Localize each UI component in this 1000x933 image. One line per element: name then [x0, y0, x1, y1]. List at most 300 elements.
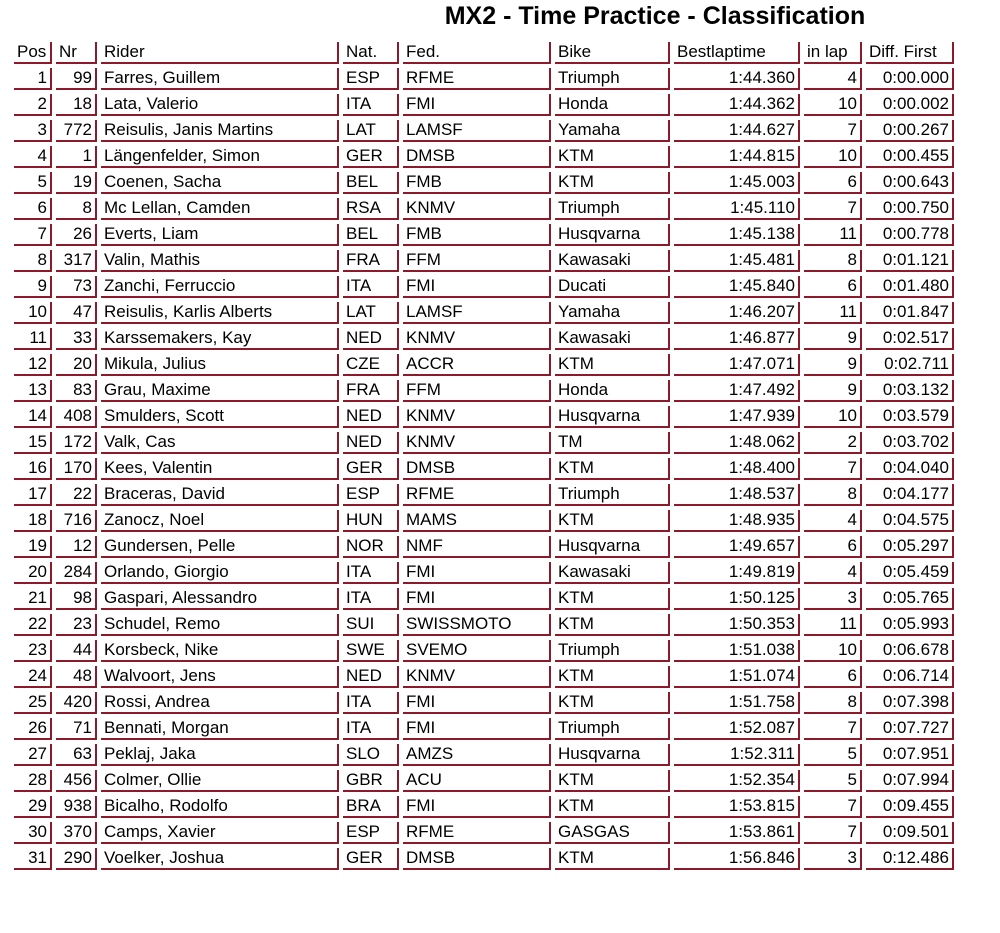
cell-bike: Triumph	[555, 718, 670, 740]
cell-diff-first: 0:04.040	[866, 458, 954, 480]
cell-diff-first: 0:05.765	[866, 588, 954, 610]
cell-fed: FMI	[403, 588, 551, 610]
col-bike: Bike	[555, 42, 670, 64]
col-rider: Rider	[101, 42, 339, 64]
cell-fed: RFME	[403, 822, 551, 844]
cell-diff-first: 0:06.678	[866, 640, 954, 662]
cell-nr: 370	[56, 822, 97, 844]
cell-nat: SLO	[343, 744, 399, 766]
table-row	[14, 666, 954, 688]
cell-bestlaptime: 1:48.935	[674, 510, 800, 532]
cell-rider: Mc Lellan, Camden	[101, 198, 339, 220]
cell-diff-first: 0:03.579	[866, 406, 954, 428]
cell-bike: Kawasaki	[555, 250, 670, 272]
cell-in-lap: 9	[804, 328, 862, 350]
cell-fed: RFME	[403, 68, 551, 90]
cell-bike: Triumph	[555, 68, 670, 90]
cell-nat: GER	[343, 848, 399, 870]
cell-pos: 14	[14, 406, 52, 428]
table-row	[14, 588, 954, 610]
cell-fed: KNMV	[403, 666, 551, 688]
cell-pos: 5	[14, 172, 52, 194]
cell-nat: ESP	[343, 484, 399, 506]
cell-fed: LAMSF	[403, 302, 551, 324]
cell-pos: 22	[14, 614, 52, 636]
cell-rider: Bennati, Morgan	[101, 718, 339, 740]
cell-nr: 48	[56, 666, 97, 688]
cell-diff-first: 0:01.847	[866, 302, 954, 324]
table-row	[14, 692, 954, 714]
cell-nr: 98	[56, 588, 97, 610]
cell-nr: 47	[56, 302, 97, 324]
cell-rider: Smulders, Scott	[101, 406, 339, 428]
cell-in-lap: 3	[804, 588, 862, 610]
cell-nr: 83	[56, 380, 97, 402]
cell-bike: Triumph	[555, 640, 670, 662]
table-row	[14, 120, 954, 142]
cell-fed: MAMS	[403, 510, 551, 532]
cell-nat: RSA	[343, 198, 399, 220]
cell-bike: KTM	[555, 146, 670, 168]
cell-in-lap: 2	[804, 432, 862, 454]
cell-bestlaptime: 1:44.360	[674, 68, 800, 90]
col-pos: Pos	[14, 42, 52, 64]
cell-rider: Camps, Xavier	[101, 822, 339, 844]
cell-bestlaptime: 1:44.815	[674, 146, 800, 168]
cell-bestlaptime: 1:48.062	[674, 432, 800, 454]
cell-nat: GER	[343, 146, 399, 168]
cell-rider: Längenfelder, Simon	[101, 146, 339, 168]
cell-nr: 99	[56, 68, 97, 90]
cell-nr: 716	[56, 510, 97, 532]
classification-table	[10, 38, 958, 874]
cell-in-lap: 10	[804, 406, 862, 428]
cell-fed: AMZS	[403, 744, 551, 766]
cell-rider: Everts, Liam	[101, 224, 339, 246]
cell-bike: Husqvarna	[555, 536, 670, 558]
cell-bike: KTM	[555, 172, 670, 194]
cell-nat: GBR	[343, 770, 399, 792]
cell-diff-first: 0:04.575	[866, 510, 954, 532]
col-nr: Nr	[56, 42, 97, 64]
cell-bike: KTM	[555, 770, 670, 792]
cell-bestlaptime: 1:50.353	[674, 614, 800, 636]
cell-bike: GASGAS	[555, 822, 670, 844]
cell-bestlaptime: 1:48.537	[674, 484, 800, 506]
cell-nat: ITA	[343, 692, 399, 714]
cell-rider: Zanchi, Ferruccio	[101, 276, 339, 298]
cell-rider: Schudel, Remo	[101, 614, 339, 636]
cell-pos: 13	[14, 380, 52, 402]
cell-bike: TM	[555, 432, 670, 454]
cell-fed: SWISSMOTO	[403, 614, 551, 636]
cell-in-lap: 6	[804, 276, 862, 298]
cell-bestlaptime: 1:53.815	[674, 796, 800, 818]
cell-pos: 31	[14, 848, 52, 870]
cell-diff-first: 0:09.501	[866, 822, 954, 844]
cell-bike: Yamaha	[555, 120, 670, 142]
cell-diff-first: 0:00.455	[866, 146, 954, 168]
cell-nr: 8	[56, 198, 97, 220]
cell-bike: Ducati	[555, 276, 670, 298]
cell-in-lap: 5	[804, 744, 862, 766]
cell-bestlaptime: 1:44.362	[674, 94, 800, 116]
cell-bestlaptime: 1:56.846	[674, 848, 800, 870]
cell-bike: KTM	[555, 354, 670, 376]
cell-nat: CZE	[343, 354, 399, 376]
cell-rider: Voelker, Joshua	[101, 848, 339, 870]
cell-in-lap: 11	[804, 224, 862, 246]
table-row	[14, 536, 954, 558]
cell-bestlaptime: 1:47.492	[674, 380, 800, 402]
cell-in-lap: 7	[804, 822, 862, 844]
cell-nat: FRA	[343, 380, 399, 402]
cell-pos: 28	[14, 770, 52, 792]
cell-nat: ESP	[343, 68, 399, 90]
cell-bestlaptime: 1:52.354	[674, 770, 800, 792]
table-row	[14, 562, 954, 584]
cell-nr: 63	[56, 744, 97, 766]
cell-fed: KNMV	[403, 198, 551, 220]
cell-nr: 22	[56, 484, 97, 506]
cell-nat: NED	[343, 406, 399, 428]
cell-pos: 27	[14, 744, 52, 766]
cell-diff-first: 0:00.750	[866, 198, 954, 220]
cell-diff-first: 0:05.297	[866, 536, 954, 558]
cell-rider: Mikula, Julius	[101, 354, 339, 376]
cell-bike: Husqvarna	[555, 744, 670, 766]
cell-fed: DMSB	[403, 848, 551, 870]
cell-pos: 20	[14, 562, 52, 584]
cell-nat: ESP	[343, 822, 399, 844]
cell-nr: 73	[56, 276, 97, 298]
cell-bike: KTM	[555, 796, 670, 818]
cell-pos: 12	[14, 354, 52, 376]
table-row	[14, 354, 954, 376]
cell-diff-first: 0:03.132	[866, 380, 954, 402]
cell-pos: 24	[14, 666, 52, 688]
cell-bike: KTM	[555, 692, 670, 714]
cell-bestlaptime: 1:45.840	[674, 276, 800, 298]
table-row	[14, 822, 954, 844]
cell-bike: KTM	[555, 458, 670, 480]
cell-nr: 71	[56, 718, 97, 740]
cell-nr: 33	[56, 328, 97, 350]
cell-nat: LAT	[343, 120, 399, 142]
cell-bike: Triumph	[555, 198, 670, 220]
cell-nat: ITA	[343, 718, 399, 740]
cell-bestlaptime: 1:48.400	[674, 458, 800, 480]
cell-nr: 938	[56, 796, 97, 818]
cell-nr: 420	[56, 692, 97, 714]
cell-rider: Bicalho, Rodolfo	[101, 796, 339, 818]
cell-in-lap: 6	[804, 666, 862, 688]
cell-diff-first: 0:01.480	[866, 276, 954, 298]
cell-pos: 25	[14, 692, 52, 714]
cell-fed: FMI	[403, 692, 551, 714]
table-row	[14, 198, 954, 220]
table-row	[14, 224, 954, 246]
table-row	[14, 744, 954, 766]
cell-fed: KNMV	[403, 432, 551, 454]
cell-nr: 20	[56, 354, 97, 376]
cell-in-lap: 11	[804, 614, 862, 636]
cell-fed: FFM	[403, 250, 551, 272]
cell-fed: RFME	[403, 484, 551, 506]
cell-pos: 10	[14, 302, 52, 324]
cell-in-lap: 9	[804, 380, 862, 402]
cell-rider: Braceras, David	[101, 484, 339, 506]
table-row	[14, 380, 954, 402]
cell-fed: ACCR	[403, 354, 551, 376]
cell-nat: NED	[343, 432, 399, 454]
cell-nr: 26	[56, 224, 97, 246]
cell-in-lap: 4	[804, 510, 862, 532]
cell-rider: Valk, Cas	[101, 432, 339, 454]
cell-bestlaptime: 1:50.125	[674, 588, 800, 610]
cell-bestlaptime: 1:49.819	[674, 562, 800, 584]
cell-nr: 1	[56, 146, 97, 168]
cell-rider: Peklaj, Jaka	[101, 744, 339, 766]
table-row	[14, 432, 954, 454]
cell-bestlaptime: 1:45.110	[674, 198, 800, 220]
cell-in-lap: 11	[804, 302, 862, 324]
cell-rider: Kees, Valentin	[101, 458, 339, 480]
table-row	[14, 68, 954, 90]
cell-nat: BEL	[343, 172, 399, 194]
cell-bestlaptime: 1:44.627	[674, 120, 800, 142]
cell-rider: Gaspari, Alessandro	[101, 588, 339, 610]
cell-pos: 1	[14, 68, 52, 90]
cell-rider: Orlando, Giorgio	[101, 562, 339, 584]
cell-bike: KTM	[555, 510, 670, 532]
col-bestlaptime: Bestlaptime	[674, 42, 800, 64]
cell-bestlaptime: 1:51.074	[674, 666, 800, 688]
table-row	[14, 94, 954, 116]
cell-bestlaptime: 1:52.087	[674, 718, 800, 740]
cell-bike: Yamaha	[555, 302, 670, 324]
cell-in-lap: 9	[804, 354, 862, 376]
cell-nr: 172	[56, 432, 97, 454]
cell-pos: 9	[14, 276, 52, 298]
table-row	[14, 484, 954, 506]
cell-rider: Reisulis, Janis Martins	[101, 120, 339, 142]
cell-nr: 290	[56, 848, 97, 870]
col-fed: Fed.	[403, 42, 551, 64]
cell-pos: 16	[14, 458, 52, 480]
cell-nr: 170	[56, 458, 97, 480]
cell-rider: Colmer, Ollie	[101, 770, 339, 792]
cell-bestlaptime: 1:49.657	[674, 536, 800, 558]
cell-nr: 317	[56, 250, 97, 272]
cell-bike: KTM	[555, 848, 670, 870]
cell-in-lap: 7	[804, 198, 862, 220]
table-row	[14, 172, 954, 194]
cell-in-lap: 8	[804, 484, 862, 506]
cell-diff-first: 0:00.778	[866, 224, 954, 246]
cell-nr: 456	[56, 770, 97, 792]
cell-diff-first: 0:01.121	[866, 250, 954, 272]
cell-bestlaptime: 1:45.003	[674, 172, 800, 194]
table-row	[14, 718, 954, 740]
col-nat: Nat.	[343, 42, 399, 64]
cell-nat: GER	[343, 458, 399, 480]
cell-nr: 284	[56, 562, 97, 584]
cell-in-lap: 4	[804, 562, 862, 584]
cell-fed: FFM	[403, 380, 551, 402]
table-row	[14, 510, 954, 532]
cell-fed: FMB	[403, 172, 551, 194]
cell-diff-first: 0:06.714	[866, 666, 954, 688]
cell-nat: NED	[343, 328, 399, 350]
cell-bike: Honda	[555, 380, 670, 402]
table-body	[14, 68, 954, 870]
table-row	[14, 146, 954, 168]
cell-bestlaptime: 1:51.038	[674, 640, 800, 662]
cell-in-lap: 7	[804, 458, 862, 480]
cell-bestlaptime: 1:45.138	[674, 224, 800, 246]
cell-in-lap: 10	[804, 94, 862, 116]
cell-nat: NOR	[343, 536, 399, 558]
cell-pos: 4	[14, 146, 52, 168]
col-diff-first: Diff. First	[866, 42, 954, 64]
page-title: MX2 - Time Practice - Classification	[444, 2, 866, 30]
cell-rider: Farres, Guillem	[101, 68, 339, 90]
cell-rider: Valin, Mathis	[101, 250, 339, 272]
cell-in-lap: 10	[804, 640, 862, 662]
cell-pos: 15	[14, 432, 52, 454]
cell-rider: Reisulis, Karlis Alberts	[101, 302, 339, 324]
cell-diff-first: 0:02.517	[866, 328, 954, 350]
cell-bike: Kawasaki	[555, 328, 670, 350]
cell-pos: 23	[14, 640, 52, 662]
cell-fed: DMSB	[403, 146, 551, 168]
cell-nat: SUI	[343, 614, 399, 636]
table-row	[14, 458, 954, 480]
cell-rider: Lata, Valerio	[101, 94, 339, 116]
cell-diff-first: 0:07.727	[866, 718, 954, 740]
table-row	[14, 328, 954, 350]
cell-pos: 26	[14, 718, 52, 740]
cell-bike: Husqvarna	[555, 224, 670, 246]
cell-bike: KTM	[555, 614, 670, 636]
cell-nr: 12	[56, 536, 97, 558]
cell-fed: FMI	[403, 796, 551, 818]
cell-pos: 29	[14, 796, 52, 818]
cell-in-lap: 3	[804, 848, 862, 870]
cell-diff-first: 0:07.994	[866, 770, 954, 792]
cell-nat: SWE	[343, 640, 399, 662]
cell-bike: Triumph	[555, 484, 670, 506]
cell-bike: Honda	[555, 94, 670, 116]
cell-rider: Karssemakers, Kay	[101, 328, 339, 350]
cell-fed: KNMV	[403, 406, 551, 428]
cell-nr: 44	[56, 640, 97, 662]
cell-nat: ITA	[343, 562, 399, 584]
cell-pos: 21	[14, 588, 52, 610]
table-row	[14, 770, 954, 792]
cell-bestlaptime: 1:46.207	[674, 302, 800, 324]
cell-in-lap: 7	[804, 796, 862, 818]
cell-bestlaptime: 1:45.481	[674, 250, 800, 272]
cell-in-lap: 6	[804, 536, 862, 558]
cell-diff-first: 0:12.486	[866, 848, 954, 870]
cell-nat: ITA	[343, 588, 399, 610]
cell-diff-first: 0:00.000	[866, 68, 954, 90]
table-row	[14, 302, 954, 324]
cell-rider: Coenen, Sacha	[101, 172, 339, 194]
cell-nat: LAT	[343, 302, 399, 324]
cell-bestlaptime: 1:53.861	[674, 822, 800, 844]
cell-pos: 7	[14, 224, 52, 246]
cell-diff-first: 0:07.951	[866, 744, 954, 766]
cell-diff-first: 0:04.177	[866, 484, 954, 506]
col-in-lap: in lap	[804, 42, 862, 64]
cell-rider: Grau, Maxime	[101, 380, 339, 402]
cell-nat: ITA	[343, 276, 399, 298]
cell-fed: SVEMO	[403, 640, 551, 662]
cell-in-lap: 8	[804, 250, 862, 272]
cell-nat: NED	[343, 666, 399, 688]
cell-rider: Korsbeck, Nike	[101, 640, 339, 662]
cell-in-lap: 8	[804, 692, 862, 714]
cell-pos: 2	[14, 94, 52, 116]
cell-pos: 6	[14, 198, 52, 220]
cell-diff-first: 0:05.459	[866, 562, 954, 584]
table-row	[14, 276, 954, 298]
cell-bestlaptime: 1:47.071	[674, 354, 800, 376]
cell-fed: FMI	[403, 94, 551, 116]
cell-nat: BEL	[343, 224, 399, 246]
cell-nat: FRA	[343, 250, 399, 272]
cell-nat: HUN	[343, 510, 399, 532]
cell-rider: Zanocz, Noel	[101, 510, 339, 532]
cell-nat: BRA	[343, 796, 399, 818]
cell-nr: 408	[56, 406, 97, 428]
cell-bestlaptime: 1:52.311	[674, 744, 800, 766]
cell-diff-first: 0:00.267	[866, 120, 954, 142]
cell-pos: 3	[14, 120, 52, 142]
cell-diff-first: 0:07.398	[866, 692, 954, 714]
cell-diff-first: 0:00.643	[866, 172, 954, 194]
cell-rider: Walvoort, Jens	[101, 666, 339, 688]
cell-pos: 18	[14, 510, 52, 532]
cell-bike: Husqvarna	[555, 406, 670, 428]
cell-pos: 17	[14, 484, 52, 506]
table-row	[14, 406, 954, 428]
cell-rider: Rossi, Andrea	[101, 692, 339, 714]
cell-in-lap: 10	[804, 146, 862, 168]
table-row	[14, 250, 954, 272]
cell-nr: 772	[56, 120, 97, 142]
cell-nat: ITA	[343, 94, 399, 116]
cell-bestlaptime: 1:51.758	[674, 692, 800, 714]
cell-bike: KTM	[555, 666, 670, 688]
cell-diff-first: 0:09.455	[866, 796, 954, 818]
cell-bike: KTM	[555, 588, 670, 610]
cell-diff-first: 0:03.702	[866, 432, 954, 454]
cell-bestlaptime: 1:46.877	[674, 328, 800, 350]
cell-fed: FMI	[403, 718, 551, 740]
table-row	[14, 640, 954, 662]
cell-fed: NMF	[403, 536, 551, 558]
cell-diff-first: 0:00.002	[866, 94, 954, 116]
table-row	[14, 614, 954, 636]
header-row	[14, 42, 954, 64]
cell-in-lap: 4	[804, 68, 862, 90]
cell-nr: 23	[56, 614, 97, 636]
cell-fed: FMI	[403, 562, 551, 584]
